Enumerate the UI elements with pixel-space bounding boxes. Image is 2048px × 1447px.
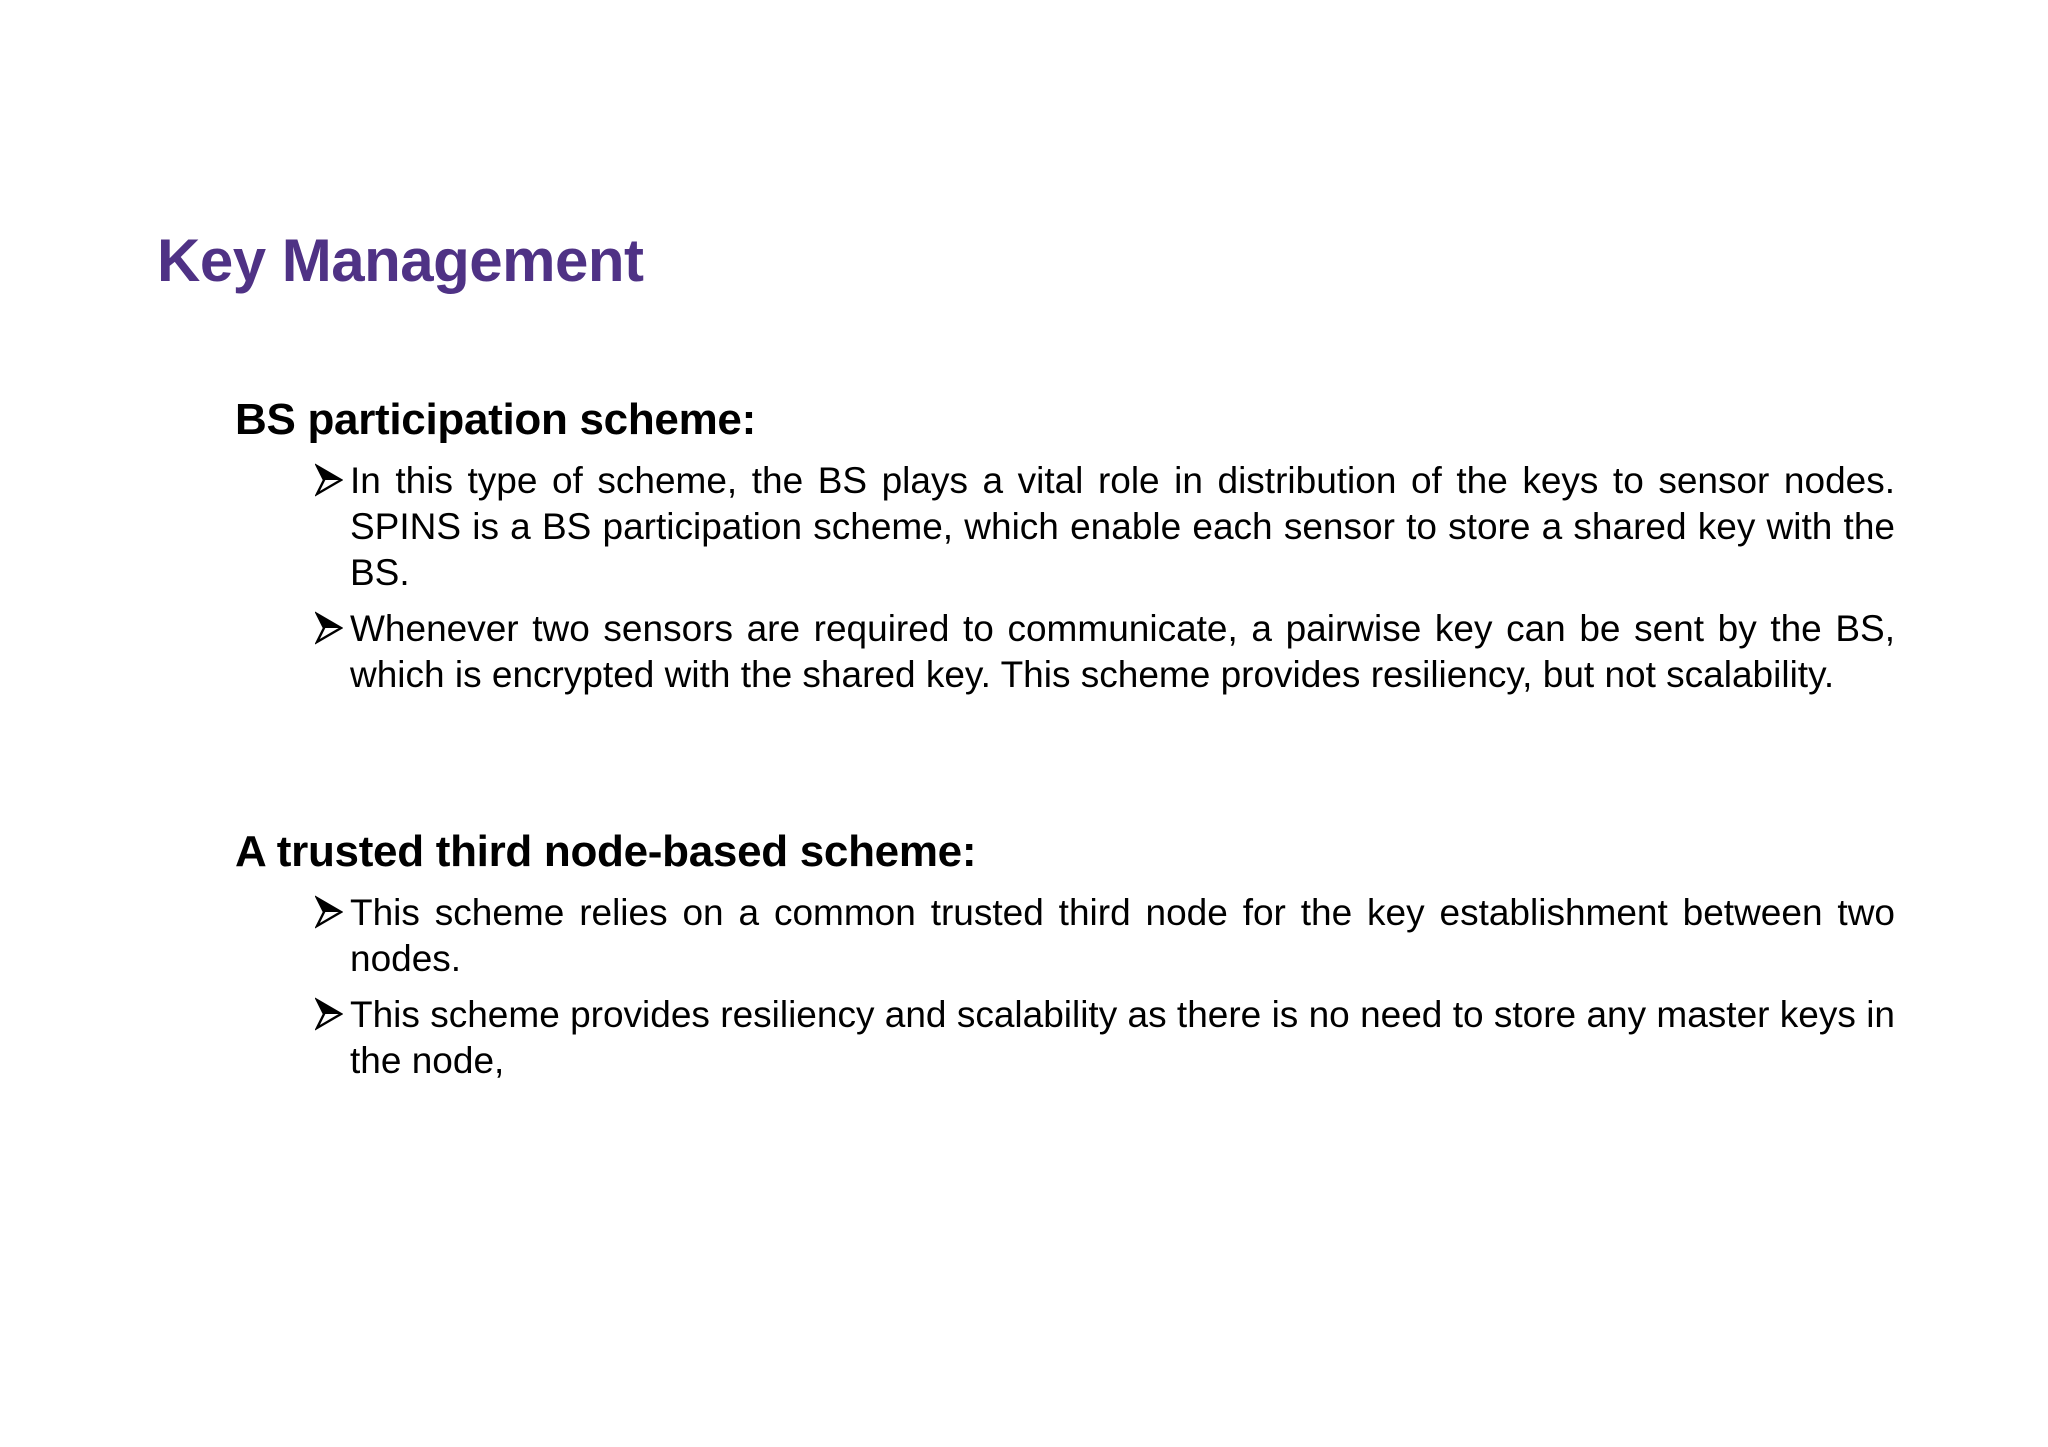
arrow-bullet-icon (315, 611, 343, 645)
section-heading: BS participation scheme: (235, 395, 756, 444)
section-bs-participation (235, 390, 1895, 708)
bullet-text: In this type of scheme, the BS plays a vital role in distribution of the keys to sensor nodes. SPINS is a BS participation scheme, which enable each sensor to store a shared key with the BS. (350, 460, 1895, 593)
bullet-text: This scheme relies on a common trusted third node for the key establishment between two nodes. (350, 892, 1895, 979)
section-heading: A trusted third node-based scheme: (235, 827, 977, 876)
arrow-bullet-icon (315, 895, 343, 929)
arrow-bullet-icon (315, 463, 343, 497)
bullet-item (235, 606, 1895, 698)
bullet-list (235, 458, 1895, 698)
bullet-item (235, 992, 1895, 1084)
bullet-item (235, 890, 1895, 982)
bullet-item (235, 458, 1895, 596)
bullet-text: Whenever two sensors are required to communicate, a pairwise key can be sent by the BS, which is encrypted with the shared key. This scheme provides resiliency, but not scalability. (350, 608, 1895, 695)
slide-title: Key Management (157, 227, 644, 294)
arrow-bullet-icon (315, 997, 343, 1031)
section-trusted-third-node (235, 822, 1895, 1094)
bullet-list (235, 890, 1895, 1084)
bullet-text: This scheme provides resiliency and scalability as there is no need to store any master keys in the node, (350, 994, 1895, 1081)
